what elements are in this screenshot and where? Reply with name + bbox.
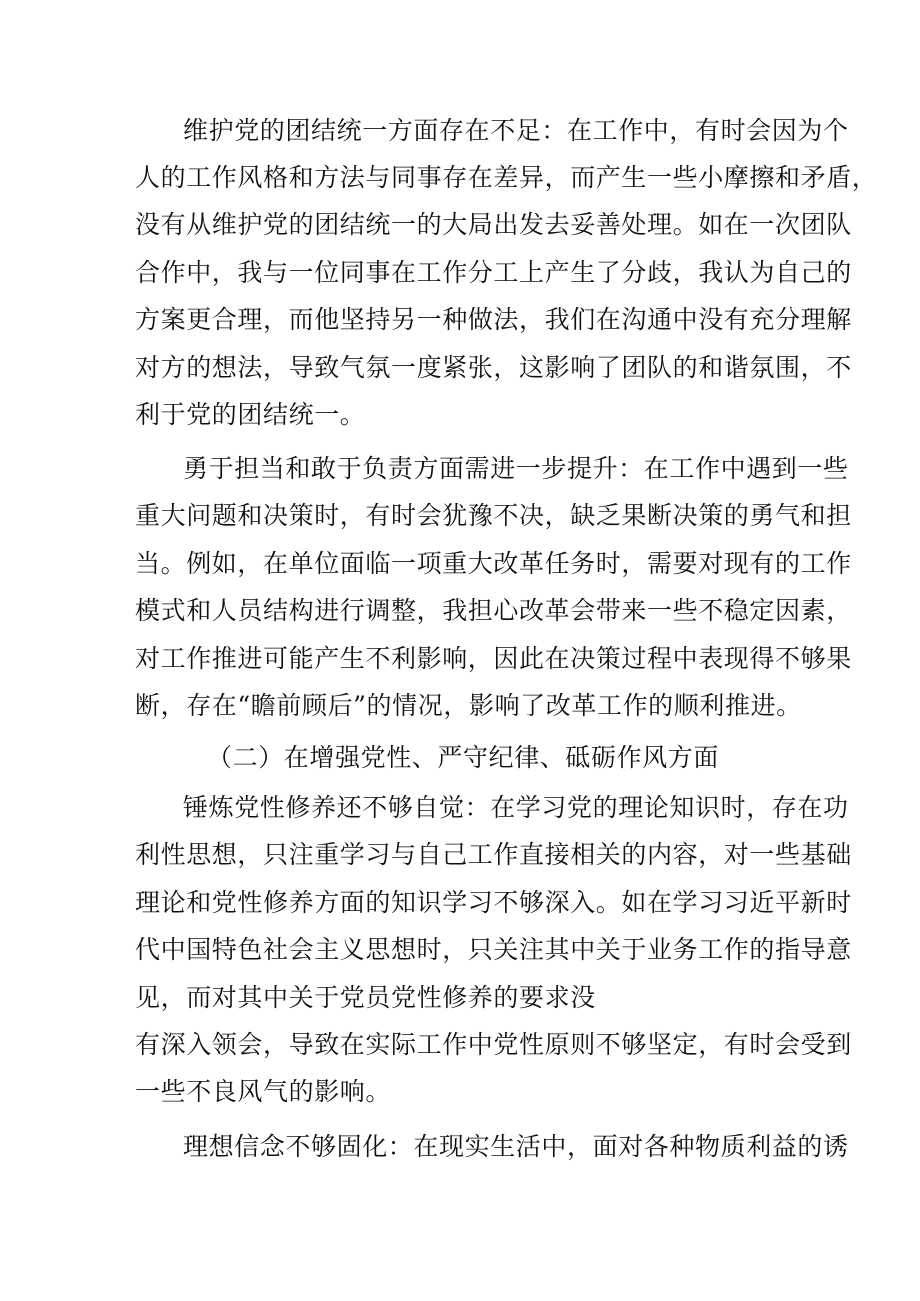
paragraph-line: 模式和人员结构进行调整，我担心改革会带来一些不稳定因素， <box>135 596 852 625</box>
paragraph-line: 维护党的团结统一方面存在不足：在工作中，有时会因为个 <box>183 116 849 145</box>
paragraph-line: 一些不良风气的影响。 <box>135 1077 392 1106</box>
paragraph-line: 利于党的团结统一。 <box>135 400 366 429</box>
paragraph-line: 理想信念不够固化：在现实生活中，面对各种物质利益的诱 <box>183 1132 849 1161</box>
paragraph-line: 对工作推进可能产生不利影响，因此在决策过程中表现得不够果 <box>135 644 852 673</box>
paragraph-line: 锤炼党性修养还不够自觉：在学习党的理论知识时，存在功 <box>183 793 849 822</box>
paragraph-line: 断，存在“瞻前顾后”的情况，影响了改革工作的顺利推进。 <box>135 691 802 720</box>
paragraph-line: 见，而对其中关于党员党性修养的要求没 <box>135 983 596 1012</box>
paragraph-line: 方案更合理，而他坚持另一种做法，我们在沟通中没有充分理解 <box>135 305 852 334</box>
section-heading: （二）在增强党性、严守纪律、砥砺作风方面 <box>207 743 720 772</box>
paragraph-line: 有深入领会，导致在实际工作中党性原则不够坚定，有时会受到 <box>135 1030 852 1059</box>
paragraph-line: 没有从维护党的团结统一的大局出发去妥善处理。如在一次团队 <box>135 210 852 239</box>
paragraph-line: 理论和党性修养方面的知识学习不够深入。如在学习习近平新时 <box>135 888 852 917</box>
paragraph-line: 合作中，我与一位同事在工作分工上产生了分歧，我认为自己的 <box>135 258 852 287</box>
paragraph-line: 利性思想，只注重学习与自己工作直接相关的内容，对一些基础 <box>135 840 852 869</box>
paragraph-line: 人的工作风格和方法与同事存在差异，而产生一些小摩擦和矛盾， <box>135 163 878 192</box>
paragraph-line: 重大问题和决策时，有时会犹豫不决，缺乏果断决策的勇气和担 <box>135 501 852 530</box>
paragraph-line: 当。例如，在单位面临一项重大改革任务时，需要对现有的工作 <box>135 549 852 578</box>
paragraph-line: 勇于担当和敢于负责方面需进一步提升：在工作中遇到一些 <box>183 454 849 483</box>
paragraph-line: 代中国特色社会主义思想时，只关注其中关于业务工作的指导意 <box>135 935 852 964</box>
paragraph-line: 对方的想法，导致气氛一度紧张，这影响了团队的和谐氛围，不 <box>135 353 852 382</box>
